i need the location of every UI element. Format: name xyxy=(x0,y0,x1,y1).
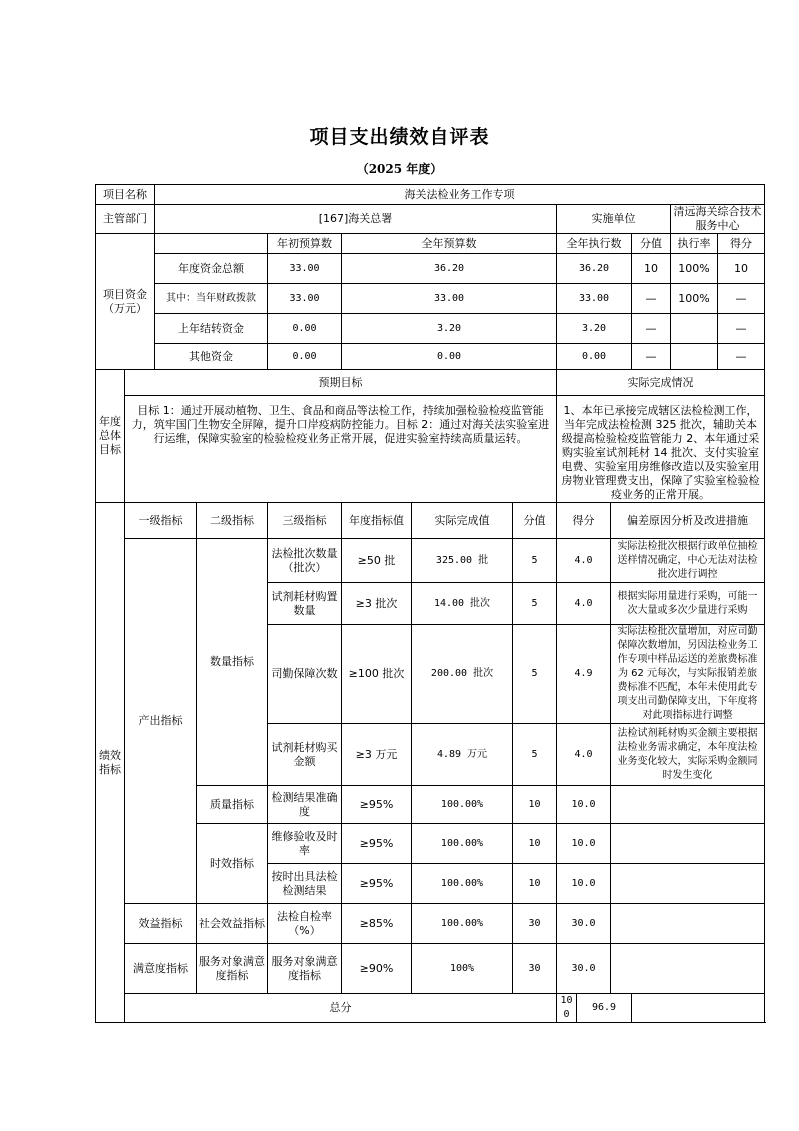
indicator-value: 5 xyxy=(513,625,557,724)
service-label: 服务对象满意度指标 xyxy=(197,944,268,994)
total-value: 100 xyxy=(557,994,577,1023)
fund-row-executed: 0.00 xyxy=(557,344,632,370)
quality-label: 质量指标 xyxy=(197,786,268,824)
fund-header-score-value: 分值 xyxy=(632,234,671,254)
fund-row-score: — xyxy=(718,284,765,314)
perf-header-target: 年度指标值 xyxy=(342,503,412,539)
indicator-score: 10.0 xyxy=(557,824,611,864)
fund-row-score-value: — xyxy=(632,344,671,370)
fund-row-score: — xyxy=(718,344,765,370)
total-score: 96.9 xyxy=(577,994,632,1023)
perf-row xyxy=(96,824,765,864)
fund-row-score: 10 xyxy=(718,254,765,284)
indicator-name: 司勤保障次数 xyxy=(268,625,342,724)
indicator-value: 5 xyxy=(513,583,557,625)
fund-header-row xyxy=(96,234,765,254)
satisfaction-label: 满意度指标 xyxy=(125,944,197,994)
evaluation-table xyxy=(95,184,765,1023)
benefit-label: 效益指标 xyxy=(125,904,197,944)
indicator-target: ≥3 万元 xyxy=(342,724,412,786)
fund-row-annual: 3.20 xyxy=(342,314,557,344)
indicator-reason xyxy=(611,824,765,864)
fund-row-name: 其中：当年财政拨款 xyxy=(155,284,268,314)
perf-row xyxy=(96,904,765,944)
indicator-name: 检测结果准确度 xyxy=(268,786,342,824)
indicator-value: 10 xyxy=(513,824,557,864)
indicator-target: ≥90% xyxy=(342,944,412,994)
indicator-actual: 100.00% xyxy=(412,904,513,944)
indicator-value: 30 xyxy=(513,904,557,944)
document-title: 项目支出绩效自评表 xyxy=(309,126,490,148)
indicator-value: 5 xyxy=(513,724,557,786)
fund-header-annual: 全年预算数 xyxy=(342,234,557,254)
goal-actual-label: 实际完成情况 xyxy=(557,370,765,396)
perf-header-level2: 二级指标 xyxy=(197,503,268,539)
fund-row-name: 年度资金总额 xyxy=(155,254,268,284)
indicator-target: ≥3 批次 xyxy=(342,583,412,625)
perf-row xyxy=(96,944,765,994)
indicator-reason: 法检试剂耗材购买金额主要根据法检业务需求确定，本年度法检业务变化较大，实际采购金额同时发生变化 xyxy=(611,724,765,786)
indicator-actual: 100% xyxy=(412,944,513,994)
fund-row-annual: 0.00 xyxy=(342,344,557,370)
fund-header-score: 得分 xyxy=(718,234,765,254)
indicator-name: 维修验收及时率 xyxy=(268,824,342,864)
impl-value: 清远海关综合技术服务中心 xyxy=(671,205,765,234)
social-label: 社会效益指标 xyxy=(197,904,268,944)
dept-value: [167]海关总署 xyxy=(155,205,557,234)
fund-row-score-value: 10 xyxy=(632,254,671,284)
time-label: 时效指标 xyxy=(197,824,268,904)
indicator-value: 5 xyxy=(513,539,557,583)
project-row xyxy=(96,185,765,205)
indicator-name: 按时出具法检检测结果 xyxy=(268,864,342,904)
fund-corner xyxy=(155,234,268,254)
indicator-score: 4.0 xyxy=(557,539,611,583)
indicator-value: 30 xyxy=(513,944,557,994)
total-blank xyxy=(632,994,765,1023)
indicator-name: 服务对象满意度指标 xyxy=(268,944,342,994)
indicator-target: ≥95% xyxy=(342,824,412,864)
fund-row xyxy=(96,314,765,344)
fund-row-initial: 0.00 xyxy=(268,344,342,370)
indicator-value: 10 xyxy=(513,864,557,904)
indicator-name: 试剂耗材购置数量 xyxy=(268,583,342,625)
indicator-actual: 4.89 万元 xyxy=(412,724,513,786)
indicator-actual: 14.00 批次 xyxy=(412,583,513,625)
fund-row-executed: 3.20 xyxy=(557,314,632,344)
fund-row-executed: 33.00 xyxy=(557,284,632,314)
indicator-actual: 100.00% xyxy=(412,786,513,824)
goal-expected: 目标 1：通过开展动植物、卫生、食品和商品等法检工作，持续加强检验检疫监管能力，筑牢国门生物安全屏障，提升口岸疫病防控能力。目标 2：通过对海关法实验室进行运维，保障实验室的检验检疫业务正常开展，促进实验室持续高质量运转。 xyxy=(125,396,557,503)
output-label: 产出指标 xyxy=(125,539,197,904)
indicator-score: 10.0 xyxy=(557,864,611,904)
indicator-target: ≥50 批 xyxy=(342,539,412,583)
fund-row-annual: 33.00 xyxy=(342,284,557,314)
indicator-value: 10 xyxy=(513,786,557,824)
perf-header-actual: 实际完成值 xyxy=(412,503,513,539)
fund-row-rate: 100% xyxy=(671,254,718,284)
indicator-reason: 实际法检批次根据行政单位抽检送样情况确定，中心无法对法检批次进行调控 xyxy=(611,539,765,583)
fund-row-name: 上年结转资金 xyxy=(155,314,268,344)
total-label: 总分 xyxy=(125,994,557,1023)
goal-actual: 1、本年已承接完成辖区法检检测工作，当年完成法检检测 325 批次，辅助关本级提高检验检疫监管能力 2、本年通过采购实验室试剂耗材 14 批次、支付实验室电费、实验室用房维修改造以及实验室用房物业管理费支出，保障了实验室检验检疫业务的正常开展。 xyxy=(557,396,765,503)
perf-row xyxy=(96,786,765,824)
indicator-actual: 325.00 批 xyxy=(412,539,513,583)
indicator-reason xyxy=(611,864,765,904)
perf-header-reason: 偏差原因分析及改进措施 xyxy=(611,503,765,539)
goal-expected-label: 预期目标 xyxy=(125,370,557,396)
fund-row-rate: 100% xyxy=(671,284,718,314)
fund-row-score-value: — xyxy=(632,314,671,344)
indicator-reason: 根据实际用量进行采购，可能一次大量或多次少量进行采购 xyxy=(611,583,765,625)
indicator-target: ≥100 批次 xyxy=(342,625,412,724)
indicator-name: 法检自检率（%） xyxy=(268,904,342,944)
fund-row-executed: 36.20 xyxy=(557,254,632,284)
indicator-target: ≥85% xyxy=(342,904,412,944)
perf-row xyxy=(96,539,765,583)
perf-header-score: 得分 xyxy=(557,503,611,539)
fund-row xyxy=(96,284,765,314)
document-year: （2025 年度） xyxy=(356,162,443,176)
indicator-reason xyxy=(611,944,765,994)
fund-row-initial: 33.00 xyxy=(268,284,342,314)
perf-header-value: 分值 xyxy=(513,503,557,539)
fund-row-score: — xyxy=(718,314,765,344)
indicator-score: 30.0 xyxy=(557,944,611,994)
project-name: 海关法检业务工作专项 xyxy=(155,185,765,205)
goal-label: 年度总体目标 xyxy=(96,370,125,503)
project-label: 项目名称 xyxy=(96,185,155,205)
indicator-name: 法检批次数量（批次） xyxy=(268,539,342,583)
indicator-score: 4.0 xyxy=(557,724,611,786)
indicator-name: 试剂耗材购买金额 xyxy=(268,724,342,786)
fund-row-rate xyxy=(671,314,718,344)
indicator-actual: 100.00% xyxy=(412,864,513,904)
perf-header-level3: 三级指标 xyxy=(268,503,342,539)
fund-header-initial: 年初预算数 xyxy=(268,234,342,254)
fund-header-rate: 执行率 xyxy=(671,234,718,254)
perf-label: 绩效指标 xyxy=(96,503,125,1023)
indicator-reason: 实际法检批次量增加，对应司勤保障次数增加，另因法检业务工作专项中样品运送的差旅费标准为 62 元每次，与实际报销差旅费标准不匹配，本年未使用此专项支出司勤保障支出，下年度将对此项指标进行调整 xyxy=(611,625,765,724)
indicator-score: 10.0 xyxy=(557,786,611,824)
indicator-score: 30.0 xyxy=(557,904,611,944)
indicator-actual: 100.00% xyxy=(412,824,513,864)
total-row xyxy=(96,994,765,1023)
goal-content-row xyxy=(96,396,765,503)
fund-row-initial: 33.00 xyxy=(268,254,342,284)
indicator-score: 4.9 xyxy=(557,625,611,724)
fund-label: 项目资金（万元） xyxy=(96,234,155,370)
indicator-actual: 200.00 批次 xyxy=(412,625,513,724)
fund-row-annual: 36.20 xyxy=(342,254,557,284)
indicator-target: ≥95% xyxy=(342,786,412,824)
fund-row xyxy=(96,344,765,370)
fund-row xyxy=(96,254,765,284)
indicator-reason xyxy=(611,904,765,944)
fund-row-rate xyxy=(671,344,718,370)
perf-header-level1: 一级指标 xyxy=(125,503,197,539)
perf-header-row xyxy=(96,503,765,539)
fund-row-name: 其他资金 xyxy=(155,344,268,370)
fund-row-score-value: — xyxy=(632,284,671,314)
fund-row-initial: 0.00 xyxy=(268,314,342,344)
indicator-target: ≥95% xyxy=(342,864,412,904)
fund-header-executed: 全年执行数 xyxy=(557,234,632,254)
dept-row xyxy=(96,205,765,234)
indicator-reason xyxy=(611,786,765,824)
quantity-label: 数量指标 xyxy=(197,539,268,786)
dept-label: 主管部门 xyxy=(96,205,155,234)
goal-header-row xyxy=(96,370,765,396)
impl-label: 实施单位 xyxy=(557,205,671,234)
indicator-score: 4.0 xyxy=(557,583,611,625)
